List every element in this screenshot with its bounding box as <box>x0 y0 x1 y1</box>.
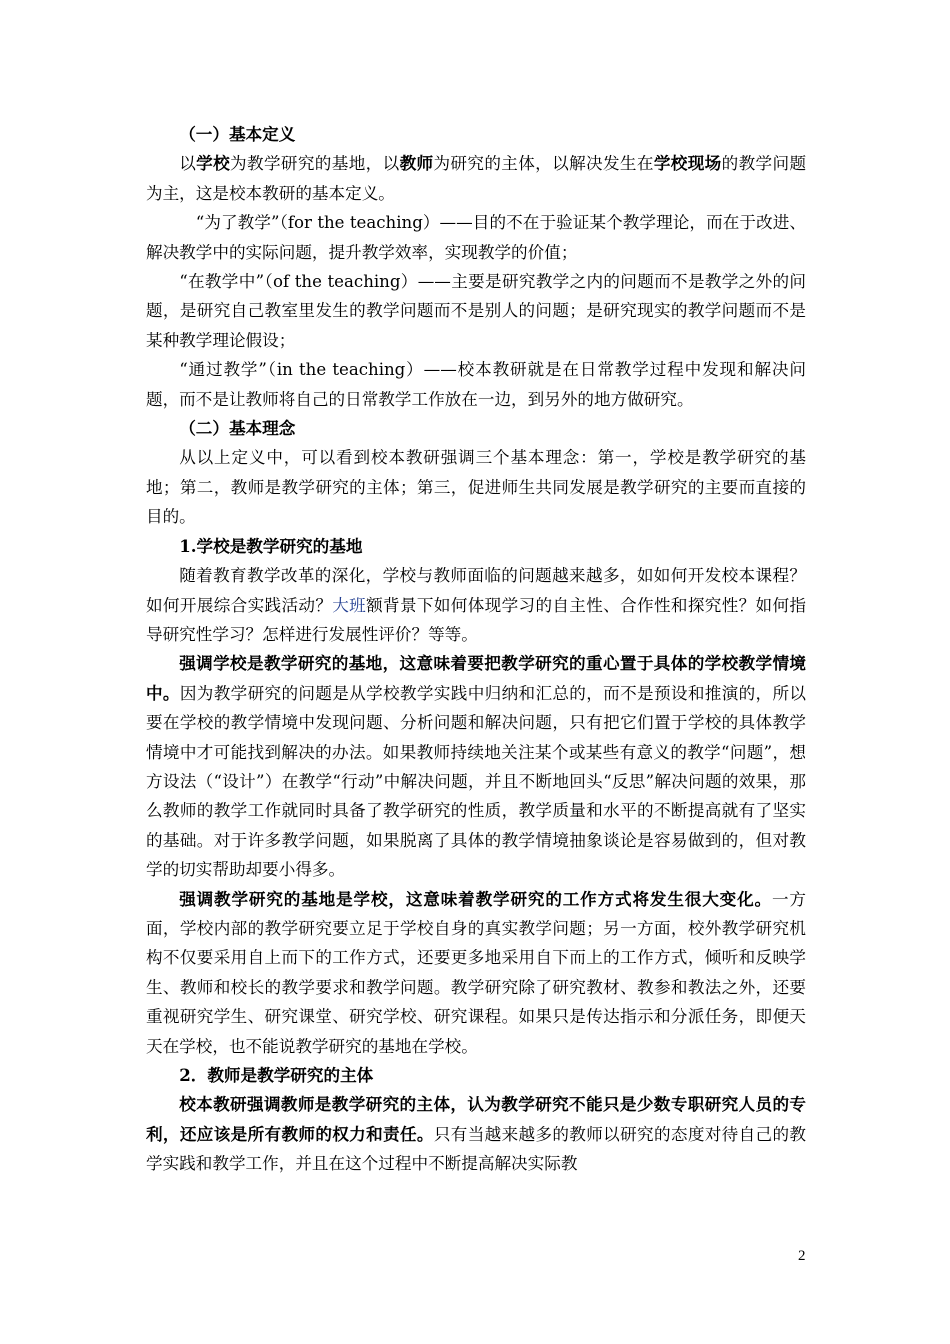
hyperlink-daban[interactable]: 大班 <box>332 595 367 615</box>
paragraph-of-teaching: “在教学中”（of the teaching）——主要是研究教学之内的问题而不是教学之外的问题，是研究自己教室里发生的教学问题而不是别人的问题；是研究现实的教学问题而不是某种教学理论假设； <box>146 272 806 350</box>
paragraph-reform-questions: 随着教育教学改革的深化，学校与教师面临的问题越来越多，如如何开发校本课程？如何开展综合实践活动？大班额背景下如何体现学习的自主性、合作性和探究性？如何指导研究性学习？怎样进行发展性评价？等等。 <box>146 566 807 644</box>
paragraph-three-concepts: 从以上定义中，可以看到校本教研强调三个基本理念：第一，学校是教学研究的基地；第二，教师是教学研究的主体；第三，促进师生共同发展是教学研究的主要而直接的目的。 <box>146 448 806 527</box>
paragraph-definition: 以学校为教学研究的基地，以教师为研究的主体，以解决发生在学校现场的教学问题为主，这是校本教研的基本定义。 <box>146 153 807 203</box>
section-heading-basic-concepts: （二）基本理念 <box>179 418 296 439</box>
paragraph-school-situation: 强调学校是教学研究的基地，这意味着要把教学研究的重心置于具体的学校教学情境中。因为教学研究的问题是从学校教学实践中归纳和汇总的，而不是预设和推演的，所以要在学校的教学情境中发现问题、分析问题和解决问题，只有把它们置于学校的具体教学情境中才可能找到解决的办法。如果教师持续地关注某个或某些有意义的教学“问题”，想方设法（“设计”）在教学“行动”中解决问题，并且不断地回头“反思”解决问题的效果，那么教师的教学工作就同时具备了教学研究的性质，教学质量和水平的不断提高就有了坚实的基础。对于许多教学问题，如果脱离了具体的教学情境抽象谈论是容易做到的，但对教学的切实帮助却要小得多。 <box>146 653 807 880</box>
paragraph-work-method: 强调教学研究的基地是学校，这意味着教学研究的工作方式将发生很大变化。一方面，学校内部的教学研究要立足于学校自身的真实教学问题；另一方面，校外教学研究机构不仅要采用自上而下的工作方式，还要更多地采用自下而上的工作方式，倾听和反映学生、教师和校长的教学要求和教学问题。教学研究除了研究教材、教参和教法之外，还要重视研究学生、研究课堂、研究学校、研究课程。如果只是传达指示和分派任务，即便天天在学校，也不能说教学研究的基地在学校。 <box>146 888 807 1056</box>
paragraph-in-teaching: “通过教学”（in the teaching）——校本教研就是在日常教学过程中发现和解决问题，而不是让教师将自己的日常教学工作放在一边，到另外的地方做研究。 <box>146 360 806 409</box>
subheading-teacher-subject: 2．教师是教学研究的主体 <box>179 1065 374 1085</box>
page-number: 2 <box>798 1248 806 1264</box>
subheading-school-base: 1.学校是教学研究的基地 <box>179 535 363 556</box>
section-heading-basic-definition: （一）基本定义 <box>179 124 296 144</box>
paragraph-for-teaching: “为了教学”（for the teaching）——目的不在于验证某个教学理论，而在于改进、解决教学中的实际问题，提升教学效率，实现教学的价值； <box>146 213 806 262</box>
paragraph-teacher-subject: 校本教研强调教师是教学研究的主体，认为教学研究不能只是少数专职研究人员的专利，还应该是所有教师的权力和责任。只有当越来越多的教师以研究的态度对待自己的教学实践和教学工作，并且在这个过程中不断提高解决实际教 <box>146 1094 807 1174</box>
document-body <box>146 120 806 1179</box>
